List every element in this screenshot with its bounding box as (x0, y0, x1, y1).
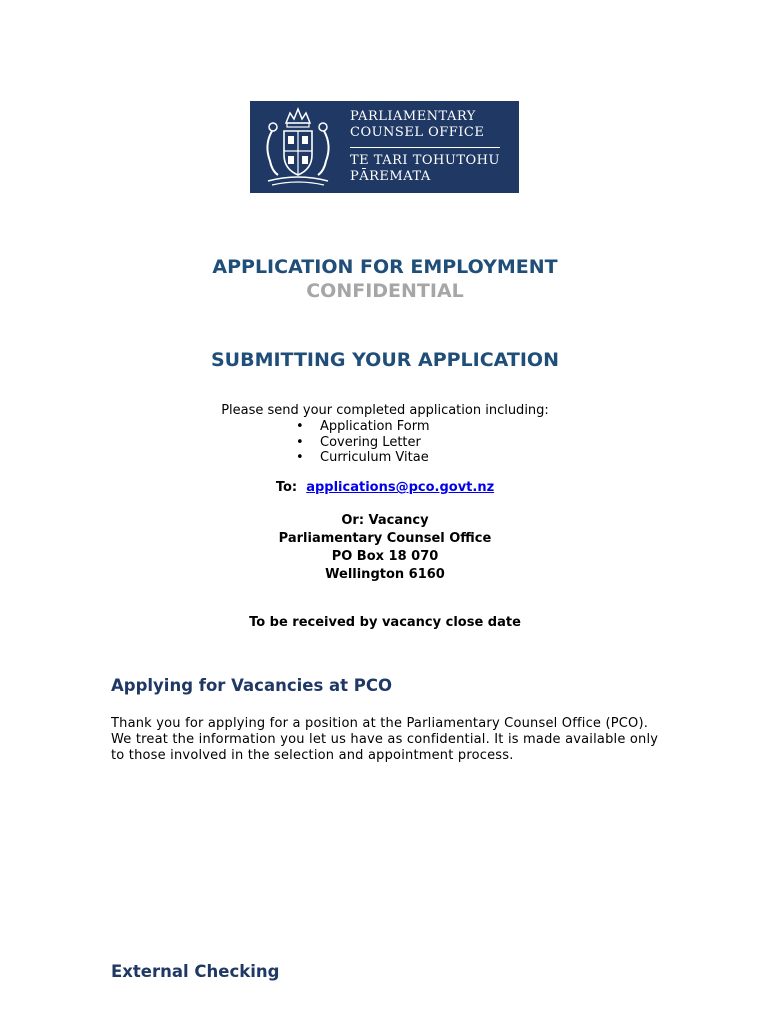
postal-address (0, 512, 770, 584)
submitting-heading: SUBMITTING YOUR APPLICATION (210, 349, 559, 371)
list-item-label: Application Form (320, 419, 430, 434)
logo-line-1: PARLIAMENTARY (350, 109, 476, 124)
instructions-intro: Please send your completed application including: (221, 403, 549, 418)
external-checking-heading: External Checking (111, 962, 280, 981)
address-line-2: PO Box 18 070 (331, 549, 439, 564)
applying-paragraph-2: We treat the information you let us have as confidential. It is made available only to those involved in the selection and appointment process. (111, 732, 659, 763)
applying-heading: Applying for Vacancies at PCO (111, 676, 393, 695)
deadline-note: To be received by vacancy close date (249, 615, 521, 630)
logo-text (346, 109, 519, 185)
email-link[interactable]: applications@pco.govt.nz (306, 480, 495, 495)
required-documents-list (296, 419, 430, 466)
applying-body (111, 716, 659, 764)
page-title: APPLICATION FOR EMPLOYMENT (212, 256, 558, 278)
list-item-label: Curriculum Vitae (320, 450, 429, 465)
bullet-icon: • (296, 419, 304, 434)
logo-divider (350, 147, 500, 148)
list-item (296, 450, 430, 466)
list-item (296, 419, 430, 435)
logo-line-2: COUNSEL OFFICE (350, 125, 485, 140)
or-vacancy-line: Or: Vacancy (341, 513, 429, 528)
list-item-label: Covering Letter (320, 434, 421, 450)
applying-paragraph-1: Thank you for applying for a position at the Parliamentary Counsel Office (PCO). (111, 716, 649, 731)
coat-of-arms-icon (250, 101, 346, 193)
list-item (296, 435, 430, 451)
bullet-icon: • (296, 450, 304, 465)
email-line (0, 480, 770, 495)
logo-line-3: TE TARI TOHUTOHU (350, 153, 500, 168)
pco-logo (250, 101, 519, 193)
confidential-label: CONFIDENTIAL (306, 280, 464, 302)
logo-line-4: PĀREMATA (350, 169, 431, 184)
address-line-1: Parliamentary Counsel Office (278, 531, 492, 546)
bullet-icon: • (296, 434, 304, 450)
to-label: To: (275, 480, 298, 495)
address-line-3: Wellington 6160 (325, 567, 445, 582)
